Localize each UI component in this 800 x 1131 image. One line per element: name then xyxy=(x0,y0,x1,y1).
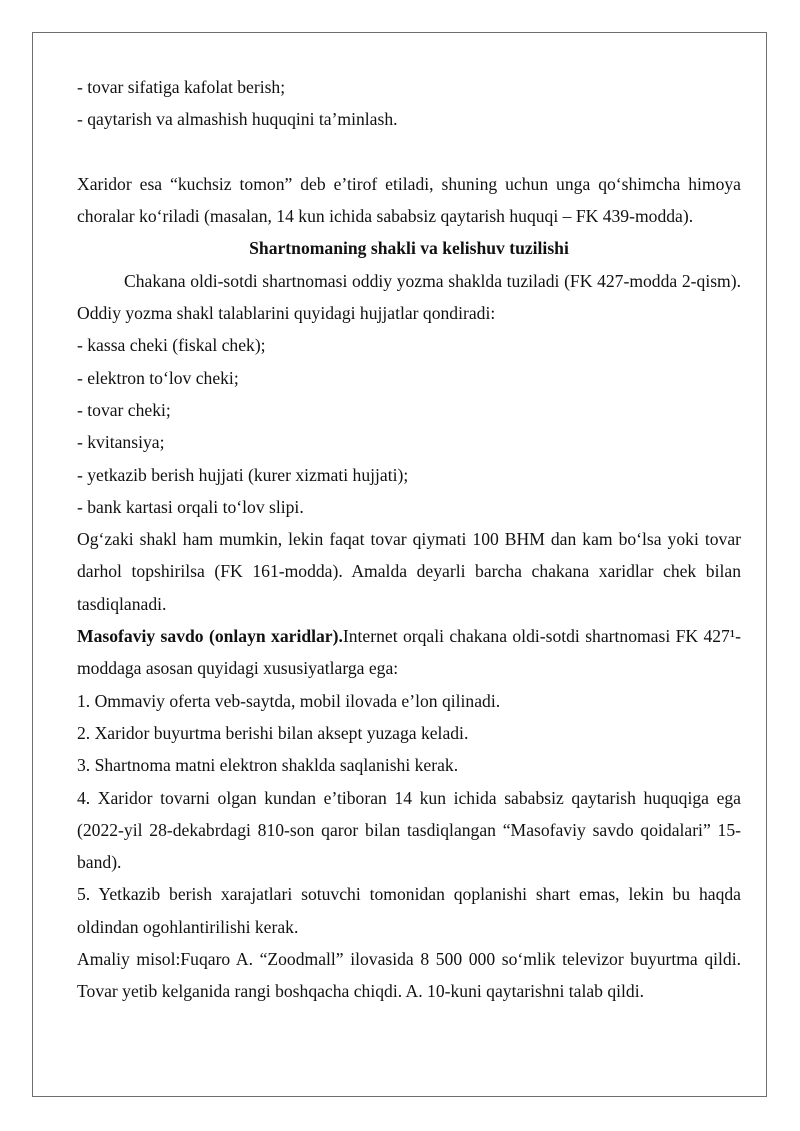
doc-list-item: - kvitansiya; xyxy=(77,432,165,453)
bullet-item: - tovar sifatiga kafolat berish; xyxy=(77,77,286,97)
paragraph-oral-form: Og‘zaki shakl ham mumkin, lekin faqat tovar qiymati 100 BHM dan kam bo‘lsa yoki tovar darhol topshirilsa (FK 161-modda). Amalda deyarli barcha chakana xaridlar chek bilan tasdiqlanadi. xyxy=(77,529,741,614)
bullet-item: - qaytarish va almashish huquqini ta’minlash. xyxy=(77,109,398,130)
distance-selling-title: Masofaviy savdo (onlayn xaridlar). xyxy=(77,626,343,647)
numbered-item: 5. Yetkazib berish xarajatlari sotuvchi tomonidan qoplanishi shart emas, lekin bu haqda oldindan ogohlantirilishi kerak. xyxy=(77,884,741,937)
doc-list-item: - tovar cheki; xyxy=(77,399,171,420)
doc-list-item: - kassa cheki (fiskal chek); xyxy=(77,335,266,356)
numbered-item: 1. Ommaviy oferta veb-saytda, mobil ilovada e’lon qilinadi. xyxy=(77,690,501,711)
paragraph-distance-selling xyxy=(77,620,741,685)
numbered-item: 3. Shartnoma matni elektron shaklda saqlanishi kerak. xyxy=(77,755,459,776)
distance-selling-text: Internet orqali chakana oldi-sotdi shartnomasi FK 427¹-moddaga asosan quyidagi xususiyatlarga ega: xyxy=(77,626,741,679)
doc-list-item: - elektron to‘lov cheki; xyxy=(77,367,239,388)
paragraph-example: Amaliy misol:Fuqaro A. “Zoodmall” ilovasida 8 500 000 so‘mlik televizor buyurtma qildi. Tovar yetib kelganida rangi boshqacha chiqdi. A. 10-kuni qaytarishni talab qildi. xyxy=(77,949,741,1002)
section-heading: Shartnomaning shakli va kelishuv tuzilishi xyxy=(249,238,569,259)
page-content xyxy=(77,71,741,1008)
doc-list-item: - yetkazib berish hujjati (kurer xizmati hujjati); xyxy=(77,464,409,485)
paragraph-weak-party: Xaridor esa “kuchsiz tomon” deb e’tirof etiladi, shuning uchun unga qo‘shimcha himoya choralar ko‘riladi (masalan, 14 kun ichida sababsiz qaytarish huquqi – FK 439-modda). xyxy=(77,173,741,227)
doc-list-item: - bank kartasi orqali to‘lov slipi. xyxy=(77,496,304,517)
numbered-item: 4. Xaridor tovarni olgan kundan e’tiboran 14 kun ichida sababsiz qaytarish huquqiga ega (2022-yil 28-dekabrdagi 810-son qaror bilan tasdiqlangan “Masofaviy savdo qoidalari” 15-band). xyxy=(77,787,741,873)
blank-line xyxy=(77,136,741,168)
paragraph-form: Chakana oldi-sotdi shartnomasi oddiy yozma shaklda tuziladi (FK 427-modda 2-qism). Oddiy yozma shakl talablarini quyidagi hujjatlar qondiradi: xyxy=(77,270,741,324)
numbered-item: 2. Xaridor buyurtma berishi bilan aksept yuzaga keladi. xyxy=(77,722,469,743)
